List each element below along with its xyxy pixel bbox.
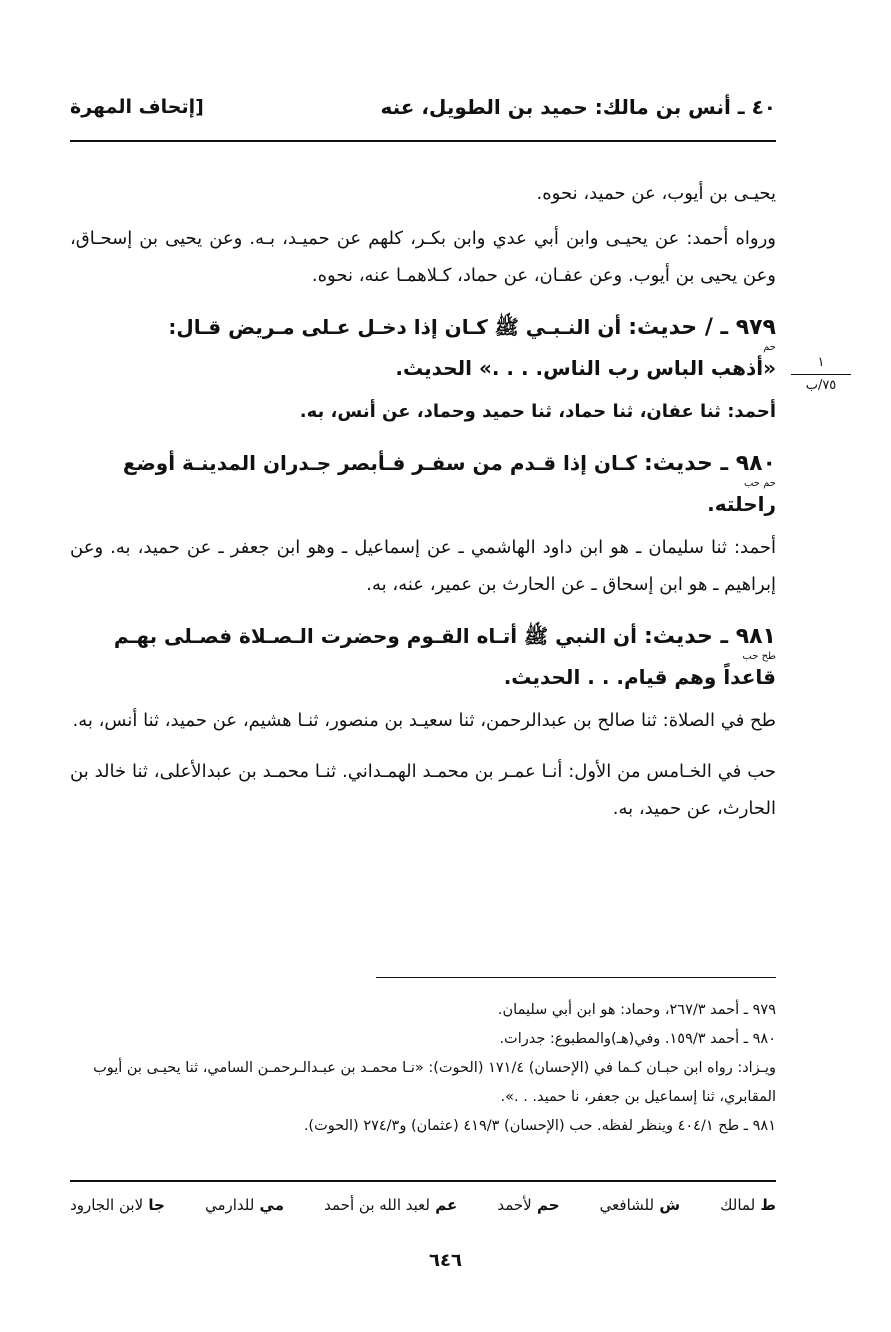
hadith-text-979: أن النـبـي ﷺ كـان إذا دخـل عـلى مـريض قـال: bbox=[168, 315, 622, 339]
margin-ref-line bbox=[791, 374, 851, 375]
siglum-980: حم حب bbox=[743, 478, 776, 489]
abbreviations-divider bbox=[70, 1180, 776, 1182]
abbreviation-item: جا لابن الجارود bbox=[70, 1196, 165, 1214]
hadith-entry-980 bbox=[70, 444, 776, 523]
margin-ref-top: ١ bbox=[817, 355, 825, 370]
isnad-979: أحمد: ثنا عفان، ثنا حماد، ثنا حميد وحماد، عن أنس، به. bbox=[299, 401, 776, 422]
hadith-number-980: ٩٨٠ ـ حديث: bbox=[643, 451, 776, 476]
siglum-979: حم bbox=[763, 342, 776, 353]
margin-manuscript-ref bbox=[791, 354, 851, 395]
header-book-title: [إتحاف المهرة bbox=[70, 96, 204, 118]
header-chapter-title: ٤٠ ـ أنس بن مالك: حميد بن الطويل، عنه bbox=[380, 95, 776, 119]
abbreviation-item: ش للشافعي bbox=[599, 1196, 681, 1214]
abbreviation-item: عم لعبد الله بن أحمد bbox=[324, 1196, 458, 1214]
paragraph-ahmad-routes: ورواه أحمد: عن يحيـى وابن أبي عدي وابن بكـر، كلهم عن حميـد، بـه. وعن يحيى بن إسحـاق، وعن يحيى بن أيوب. وعن عفـان، عن حماد، كـلاهمـا عنه، نحوه. bbox=[70, 228, 776, 286]
abbreviations-key bbox=[70, 1196, 776, 1214]
hadith-number-981: ٩٨١ ـ حديث: bbox=[643, 624, 776, 649]
hadith-text-979-end: «أذهب الباس رب الناس. . . .» الحديث. bbox=[395, 356, 776, 380]
margin-ref-bottom: ٧٥/ب bbox=[805, 378, 837, 393]
footnote-980-addition: ويـزاد: رواه ابن حبـان كـما في (الإحسان) ١٧١/٤ (الحوت): «نـا محمـد بن عبـدالـرحمـن السامي، ثنا يحيـى بن أيوب المقابري، ثنا إسماعيل بن جعفر، نا حميد. . .». bbox=[93, 1060, 776, 1105]
footnote-979: ٩٧٩ ـ أحمد ٢٦٧/٣، وحماد: هو ابن أبي سليمان. bbox=[497, 1002, 776, 1018]
footnote-980: ٩٨٠ ـ أحمد ١٥٩/٣. وفي(هـ)والمطبوع: جدرات. bbox=[499, 1031, 776, 1047]
hadith-entry-979 bbox=[70, 308, 776, 387]
hadith-text-980: كـان إذا قـدم من سفـر فـأبصر جـدران المدينـة أوضع bbox=[122, 451, 637, 475]
siglum-981: طح حب bbox=[742, 651, 776, 662]
abbreviation-item: ط لمالك bbox=[720, 1196, 776, 1214]
footnotes bbox=[70, 996, 776, 1141]
isnad-981-ibn-hibban: حب في الخـامس من الأول: أنـا عمـر بن محمـد الهمـداني. ثنـا محمـد بن عبدالأعلى، ثنا خالد بن الحارث، عن حميد، به. bbox=[70, 761, 776, 819]
footnote-divider bbox=[376, 977, 776, 978]
hadith-text-981-end: قاعداً وهم قيام. . . الحديث. bbox=[503, 665, 776, 689]
hadith-text-980-end: راحلته. bbox=[707, 492, 776, 516]
running-header bbox=[70, 92, 776, 122]
main-text bbox=[70, 175, 776, 835]
isnad-981-tahawi: طح في الصلاة: ثنا صالح بن عبدالرحمن، ثنا سعيـد بن منصور، ثنـا هشيم، عن حميد، ثنا أنس، به. bbox=[72, 710, 776, 731]
abbreviation-item: مي للدارمي bbox=[204, 1196, 285, 1214]
abbreviation-item: حم لأحمد bbox=[497, 1196, 560, 1214]
header-divider bbox=[70, 140, 776, 142]
hadith-entry-981 bbox=[70, 617, 776, 696]
paragraph-continuation: يحيـى بن أيوب، عن حميد، نحوه. bbox=[536, 183, 776, 204]
page-number: ٦٤٦ bbox=[429, 1250, 462, 1271]
hadith-text-981: أن النبي ﷺ أتـاه القـوم وحضرت الـصـلاة فصـلى بهـم bbox=[113, 624, 637, 648]
isnad-980: أحمد: ثنا سليمان ـ هو ابن داود الهاشمي ـ عن إسماعيل ـ وهو ابن جعفر ـ عن حميد، به. وعن إبراهيم ـ هو ابن إسحاق ـ عن الحارث بن عمير، عنه، به. bbox=[70, 537, 776, 595]
hadith-number-979: ٩٧٩ ـ / حديث: bbox=[628, 315, 776, 340]
footnote-981: ٩٨١ ـ طح ٤٠٤/١ وينظر لفظه. حب (الإحسان) ٤١٩/٣ (عثمان) و٢٧٤/٣ (الحوت). bbox=[303, 1118, 776, 1134]
